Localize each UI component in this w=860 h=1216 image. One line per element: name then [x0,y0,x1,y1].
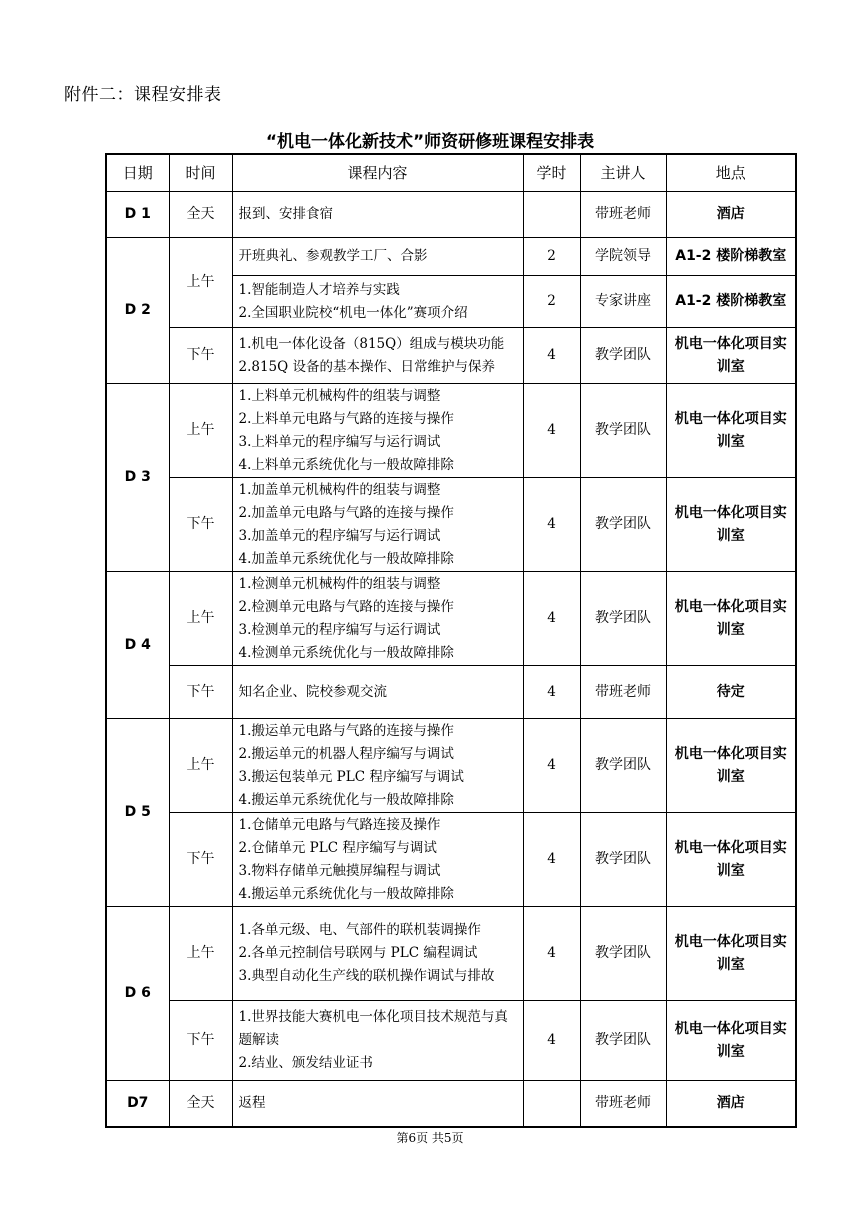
place-cell: A1-2 楼阶梯教室 [666,276,796,328]
table-row [106,328,796,384]
content-line: 2.加盖单元电路与气路的连接与操作 [238,504,454,521]
lecturer-cell: 教学团队 [580,478,666,572]
day-cell: D7 [106,1081,169,1127]
time-cell: 下午 [169,666,232,719]
table-row [106,238,796,276]
content-cell [232,328,523,384]
content-line: 知名企业、院校参观交流 [238,683,387,700]
content-line: 2.各单元控制信号联网与 PLC 编程调试 [238,945,478,961]
content-line: 3.典型自动化生产线的联机操作调试与排故 [238,968,495,984]
header-place: 地点 [666,154,796,192]
lecturer-cell: 带班老师 [580,192,666,238]
content-line: 1.加盖单元机械构件的组装与调整 [238,481,441,498]
content-line: 2.全国职业院校“机电一体化”赛项介绍 [238,304,468,321]
hours-cell: 4 [523,384,580,478]
header-time: 时间 [169,154,232,192]
place-cell: 机电一体化项目实训室 [666,907,796,1001]
place-cell: 酒店 [666,192,796,238]
place-cell: 待定 [666,666,796,719]
content-line: 2.搬运单元的机器人程序编写与调试 [238,745,454,762]
content-line: 1.仓储单元电路与气路连接及操作 [238,816,441,833]
place-cell: 机电一体化项目实训室 [666,478,796,572]
lecturer-cell: 教学团队 [580,1001,666,1081]
time-cell: 全天 [169,192,232,238]
time-cell: 上午 [169,384,232,478]
day-cell: D 1 [106,192,169,238]
hours-cell: 4 [523,813,580,907]
lecturer-cell: 带班老师 [580,666,666,719]
place-cell: 机电一体化项目实训室 [666,572,796,666]
hours-cell: 2 [523,276,580,328]
appendix-label: 附件二：课程安排表 [64,85,222,105]
content-line: 4.加盖单元系统优化与一般故障排除 [238,550,454,567]
content-line: 3.上料单元的程序编写与运行调试 [238,433,441,450]
content-line: 3.加盖单元的程序编写与运行调试 [238,527,441,544]
content-cell [232,572,523,666]
content-line: 3.物料存储单元触摸屏编程与调试 [238,862,441,879]
hours-cell: 4 [523,478,580,572]
time-cell: 上午 [169,719,232,813]
hours-cell: 4 [523,572,580,666]
content-cell [232,813,523,907]
day-cell: D 5 [106,719,169,907]
content-line: 2.上料单元电路与气路的连接与操作 [238,410,454,427]
table-row [106,1081,796,1127]
content-cell [232,907,523,1001]
lecturer-cell: 专家讲座 [580,276,666,328]
content-line: 1.检测单元机械构件的组装与调整 [238,575,441,592]
hours-cell [523,192,580,238]
lecturer-cell: 教学团队 [580,719,666,813]
table-row [106,666,796,719]
content-line: 开班典礼、参观教学工厂、合影 [238,248,428,264]
time-cell: 下午 [169,813,232,907]
header-content: 课程内容 [232,154,523,192]
content-line: 1.智能制造人才培养与实践 [238,281,400,298]
content-cell [232,192,523,238]
place-cell: 机电一体化项目实训室 [666,384,796,478]
hours-cell [523,1081,580,1127]
time-cell: 下午 [169,1001,232,1081]
table-row [106,478,796,572]
schedule-table [105,153,797,1128]
hours-cell: 4 [523,1001,580,1081]
page-footer: 第6页 共5页 [396,1131,464,1145]
hours-cell: 4 [523,328,580,384]
lecturer-cell: 教学团队 [580,813,666,907]
place-cell: A1-2 楼阶梯教室 [666,238,796,276]
content-cell [232,238,523,276]
content-cell [232,478,523,572]
table-row [106,719,796,813]
content-line: 3.搬运包装单元 PLC 程序编写与调试 [238,768,464,785]
content-line: 1.上料单元机械构件的组装与调整 [238,387,441,404]
table-row [106,572,796,666]
content-line: 4.搬运单元系统优化与一般故障排除 [238,885,454,902]
time-cell: 下午 [169,478,232,572]
hours-cell: 2 [523,238,580,276]
time-cell: 下午 [169,328,232,384]
lecturer-cell: 学院领导 [580,238,666,276]
table-row [106,813,796,907]
time-cell: 上午 [169,907,232,1001]
content-line: 报到、安排食宿 [238,206,333,222]
place-cell: 机电一体化项目实训室 [666,719,796,813]
content-line: 4.搬运单元系统优化与一般故障排除 [238,791,454,808]
lecturer-cell: 教学团队 [580,572,666,666]
day-cell: D 3 [106,384,169,572]
time-cell: 上午 [169,238,232,328]
lecturer-cell: 教学团队 [580,384,666,478]
content-line: 返程 [238,1094,266,1111]
lecturer-cell: 带班老师 [580,1081,666,1127]
content-line: 1.各单元级、电、气部件的联机装调操作 [238,922,481,938]
document-title: “机电一体化新技术”师资研修班课程安排表 [265,132,595,152]
content-line: 1.机电一体化设备（815Q）组成与模块功能 [238,335,505,352]
content-cell [232,1081,523,1127]
content-line: 4.检测单元系统优化与一般故障排除 [238,644,454,661]
day-cell: D 2 [106,238,169,384]
hours-cell: 4 [523,666,580,719]
lecturer-cell: 教学团队 [580,907,666,1001]
content-cell [232,384,523,478]
lecturer-cell: 教学团队 [580,328,666,384]
time-cell: 上午 [169,572,232,666]
time-cell: 全天 [169,1081,232,1127]
table-row [106,1001,796,1081]
table-row [106,907,796,1001]
content-line: 2.815Q 设备的基本操作、日常维护与保养 [238,358,496,375]
header-date: 日期 [106,154,169,192]
content-line: 1.搬运单元电路与气路的连接与操作 [238,722,454,739]
content-cell [232,666,523,719]
content-line: 2.结业、颁发结业证书 [238,1055,373,1071]
content-cell [232,1001,523,1081]
hours-cell: 4 [523,719,580,813]
table-header-row [106,154,796,192]
content-line: 2.仓储单元 PLC 程序编写与调试 [238,839,437,856]
hours-cell: 4 [523,907,580,1001]
place-cell: 机电一体化项目实训室 [666,1001,796,1081]
content-line: 2.检测单元电路与气路的连接与操作 [238,598,454,615]
header-lecturer: 主讲人 [580,154,666,192]
table-row [106,192,796,238]
day-cell: D 6 [106,907,169,1081]
content-cell [232,276,523,328]
header-hours: 学时 [523,154,580,192]
place-cell: 酒店 [666,1081,796,1127]
content-cell [232,719,523,813]
content-line: 3.检测单元的程序编写与运行调试 [238,621,441,638]
content-line: 1.世界技能大赛机电一体化项目技术规范与真题解读 [238,1009,508,1048]
place-cell: 机电一体化项目实训室 [666,328,796,384]
place-cell: 机电一体化项目实训室 [666,813,796,907]
day-cell: D 4 [106,572,169,719]
content-line: 4.上料单元系统优化与一般故障排除 [238,456,454,473]
table-row [106,384,796,478]
